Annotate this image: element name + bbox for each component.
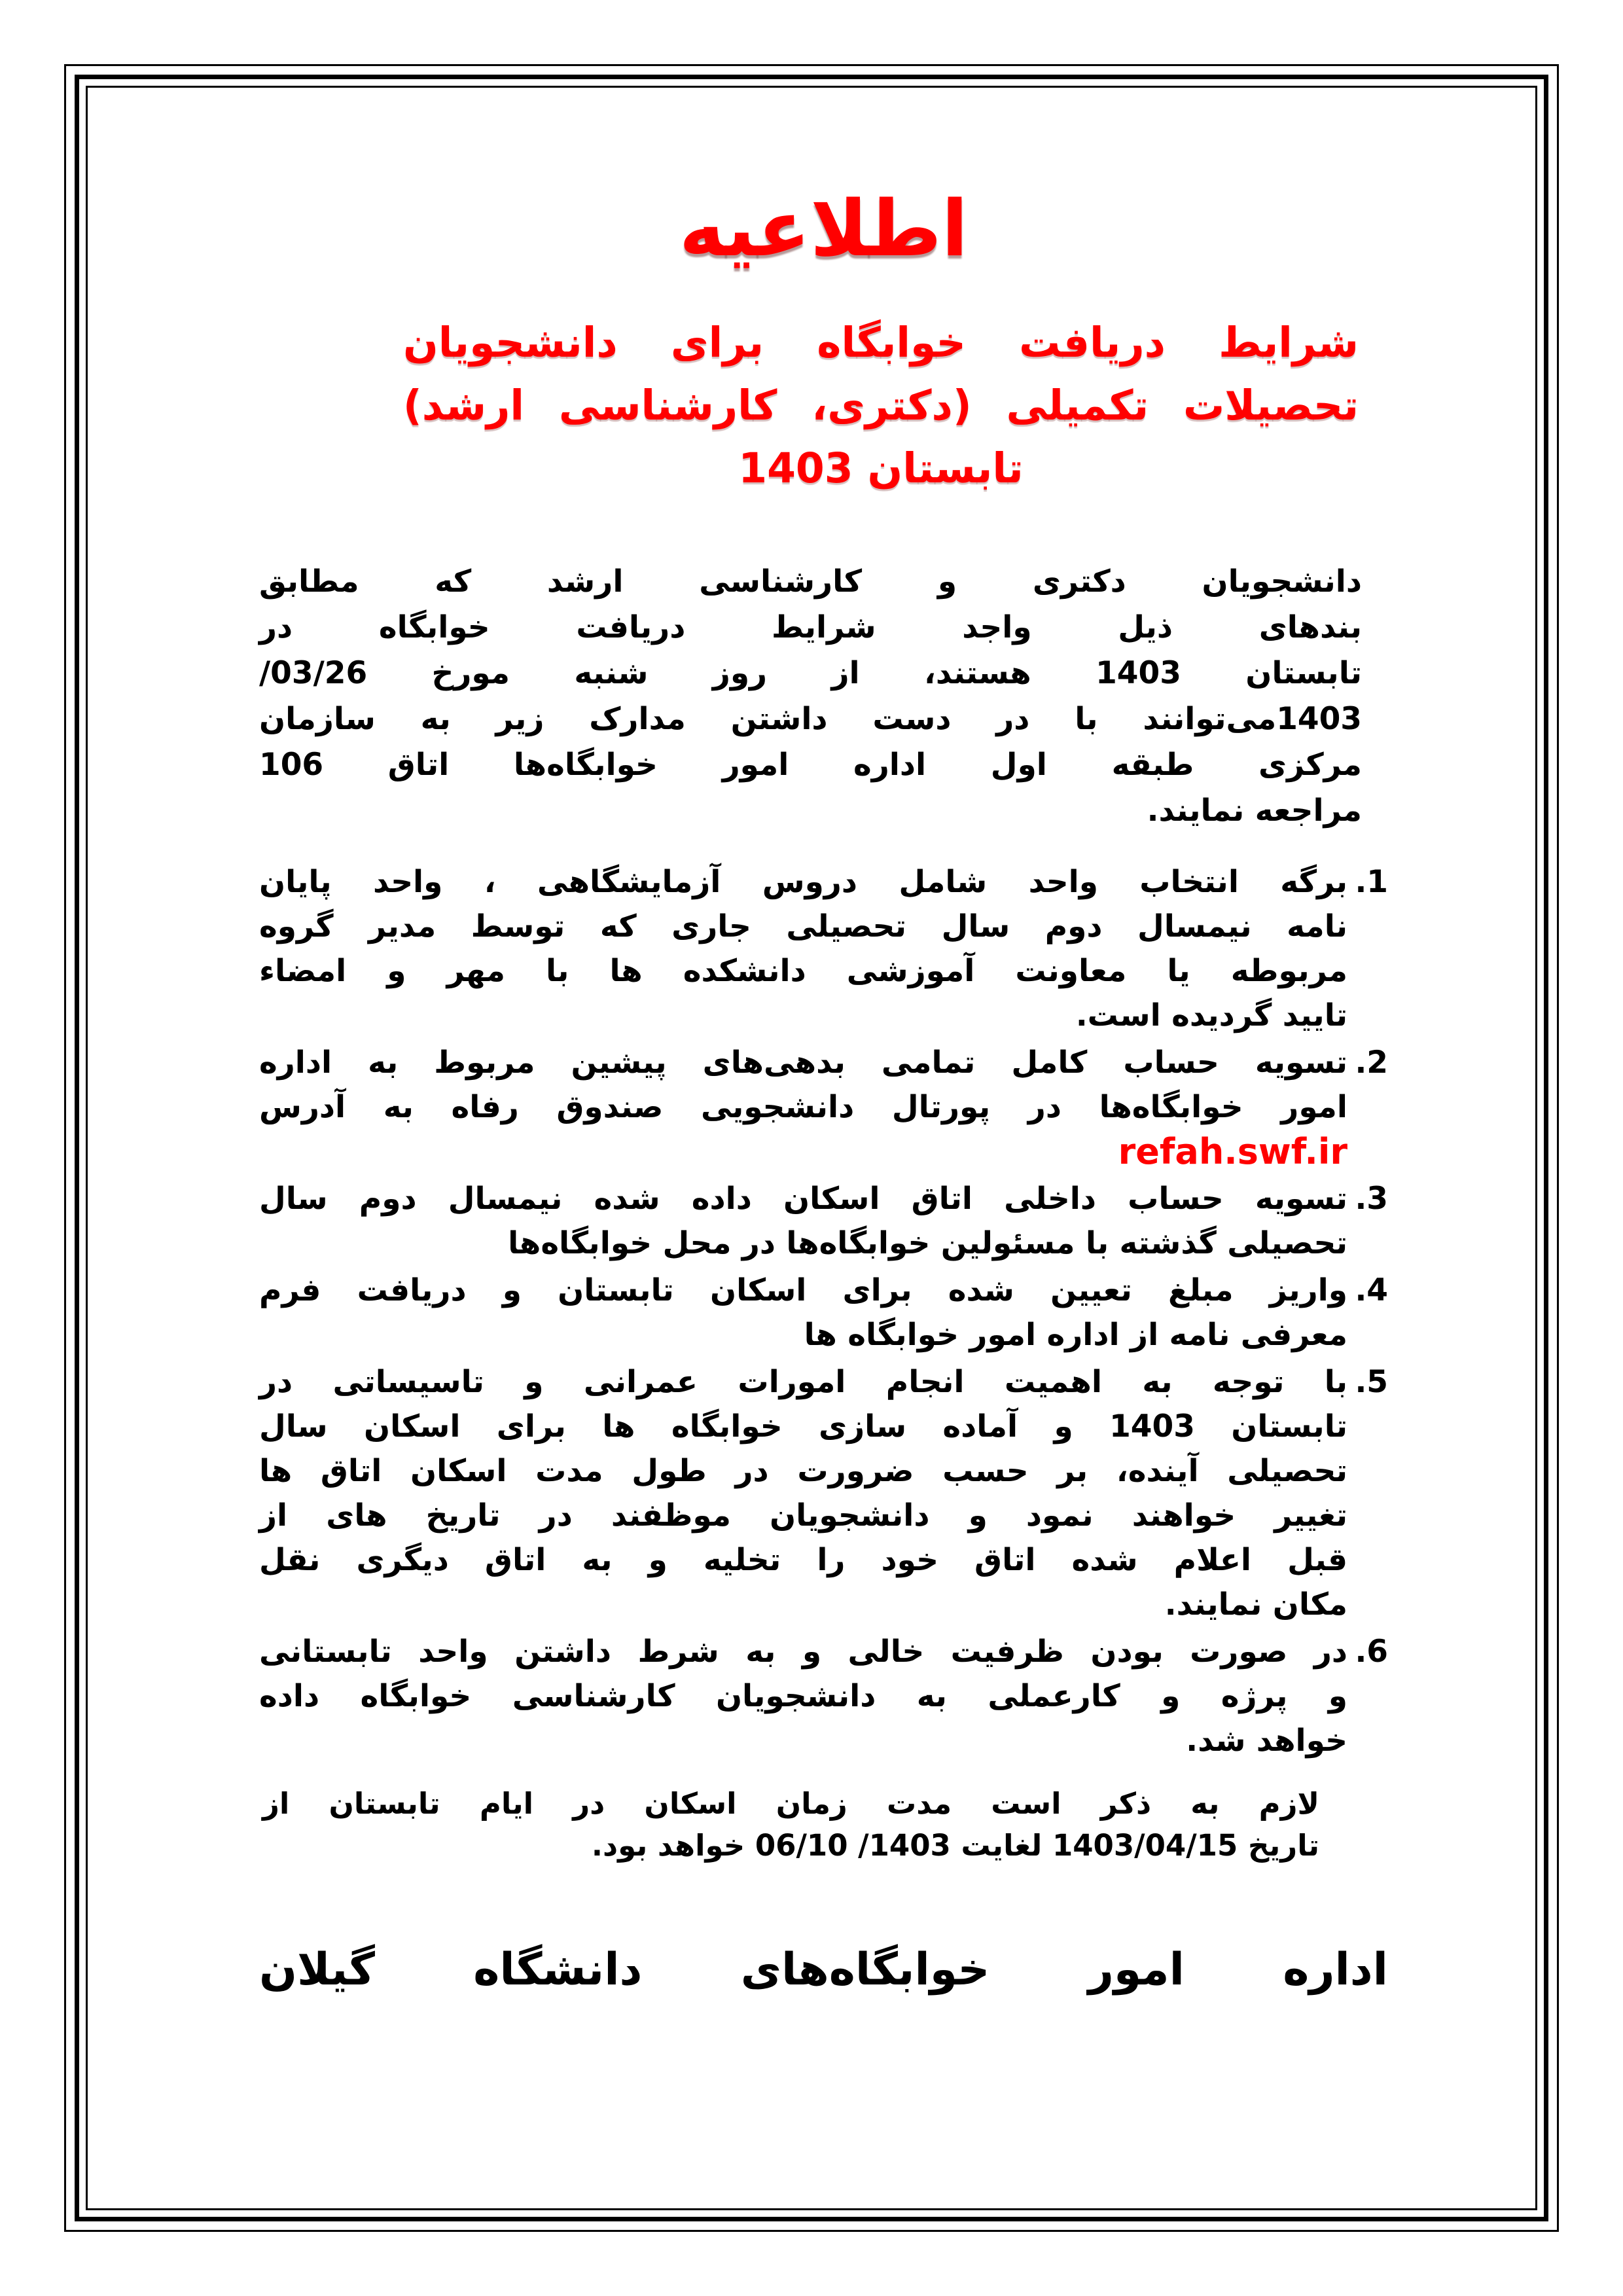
inner-border <box>86 86 1537 2210</box>
subtitle <box>403 312 1359 500</box>
list-item-2 <box>259 1041 1388 1174</box>
item-line: و پرژه و کارعملی به دانشجویان کارشناسی خوابگاه داده <box>259 1678 1347 1714</box>
item-line: تحصیلی گذشته با مسئولین خوابگاه‌ها در محل خوابگاه‌ها <box>508 1225 1347 1261</box>
subtitle-line: تابستان 1403 <box>738 444 1024 492</box>
item-line: برگه انتخاب واحد شامل دروس آزمایشگاهی ، واحد پایان <box>259 864 1347 900</box>
page-title: اطلاعیه <box>679 183 969 274</box>
item-line: با توجه به اهمیت انجام امورات عمرانی و تاسیساتی در <box>259 1364 1347 1400</box>
item-number: 3. <box>1355 1181 1388 1217</box>
portal-link-line <box>259 1130 1347 1174</box>
item-line: تایید گردیده است. <box>1075 997 1347 1033</box>
paragraph-line: دانشجویان دکتری و کارشناسی ارشد که مطابق <box>259 564 1362 600</box>
item-number: 5. <box>1355 1364 1388 1400</box>
requirements-list <box>259 860 1388 1763</box>
item-line: تسویه حساب کامل تمامی بدهی‌های پیشین مربوط به اداره <box>259 1045 1347 1081</box>
refah-portal-link[interactable]: refah.swf.ir <box>1118 1131 1347 1172</box>
item-line: در صورت بودن ظرفیت خالی و به شرط داشتن واحد تابستانی <box>259 1634 1347 1670</box>
item-line: تغییر خواهند نمود و دانشجویان موظفند در تاریخ های از <box>259 1498 1347 1534</box>
item-line: قبل اعلام شده اتاق خود را تخلیه و به اتاق دیگری نقل <box>259 1542 1347 1578</box>
item-number: 4. <box>1355 1272 1388 1308</box>
subtitle-line: شرایط دریافت خوابگاه برای دانشجویان <box>403 319 1359 367</box>
item-line: واریز مبلغ تعیین شده برای اسکان تابستان و دریافت فرم <box>259 1272 1347 1308</box>
intro-paragraph <box>259 559 1362 834</box>
paragraph-line: بندهای ذیل واجد شرایط دریافت خوابگاه در <box>259 609 1362 645</box>
note-line: تاریخ 1403/04/15 لغایت 1403/ 06/10 خواهد بود. <box>591 1828 1319 1863</box>
list-item-5 <box>259 1360 1388 1627</box>
item-line: معرفی نامه از اداره امور خوابگاه ها <box>804 1317 1347 1353</box>
subtitle-line: تحصیلات تکمیلی (دکتری، کارشناسی ارشد) <box>403 382 1359 429</box>
item-line: تابستان 1403 و آماده سازی خوابگاه ها برای اسکان سال <box>259 1408 1347 1444</box>
paragraph-line: 1403می‌توانند با در دست داشتن مدارک زیر به سازمان <box>259 701 1362 737</box>
list-item-6 <box>259 1630 1388 1763</box>
list-item-1 <box>259 860 1388 1038</box>
item-number: 6. <box>1355 1634 1388 1670</box>
outer-border <box>64 64 1559 2232</box>
item-line: امور خوابگاه‌ها در پورتال دانشجویی صندوق رفاه به آدرس <box>259 1089 1347 1125</box>
item-line: مربوطه یا معاونت آموزشی دانشکده ها با مهر و امضاء <box>259 953 1347 989</box>
item-line: نامه نیمسال دوم سال تحصیلی جاری که توسط مدیر گروه <box>259 908 1347 944</box>
item-line: خواهد شد. <box>1186 1723 1347 1759</box>
footer-signature: اداره امور خوابگاه‌های دانشگاه گیلان <box>259 1944 1388 1996</box>
list-item-3 <box>259 1177 1388 1266</box>
middle-border <box>75 75 1548 2221</box>
paragraph-line: مرکزی طبقه اول اداره امور خوابگاه‌ها اتاق 106 <box>259 747 1362 783</box>
item-line: تسویه حساب داخلی اتاق اسکان داده شده نیمسال دوم سال <box>259 1181 1347 1217</box>
paragraph-line: مراجعه نمایند. <box>1147 793 1362 829</box>
item-number: 1. <box>1355 864 1388 900</box>
item-line: مکان نمایند. <box>1164 1587 1347 1623</box>
paragraph-line: تابستان 1403 هستند، از روز شنبه مورخ 03/26/ <box>259 655 1362 691</box>
item-line: تحصیلی آینده، بر حسب ضرورت در طول مدت اسکان اتاق ها <box>259 1453 1347 1489</box>
note-line: لازم به ذکر است مدت زمان اسکان در ایام تابستان از <box>262 1786 1319 1821</box>
document-content <box>88 88 1535 2208</box>
item-number: 2. <box>1355 1045 1388 1081</box>
list-item-4 <box>259 1268 1388 1357</box>
note-paragraph <box>262 1783 1319 1867</box>
